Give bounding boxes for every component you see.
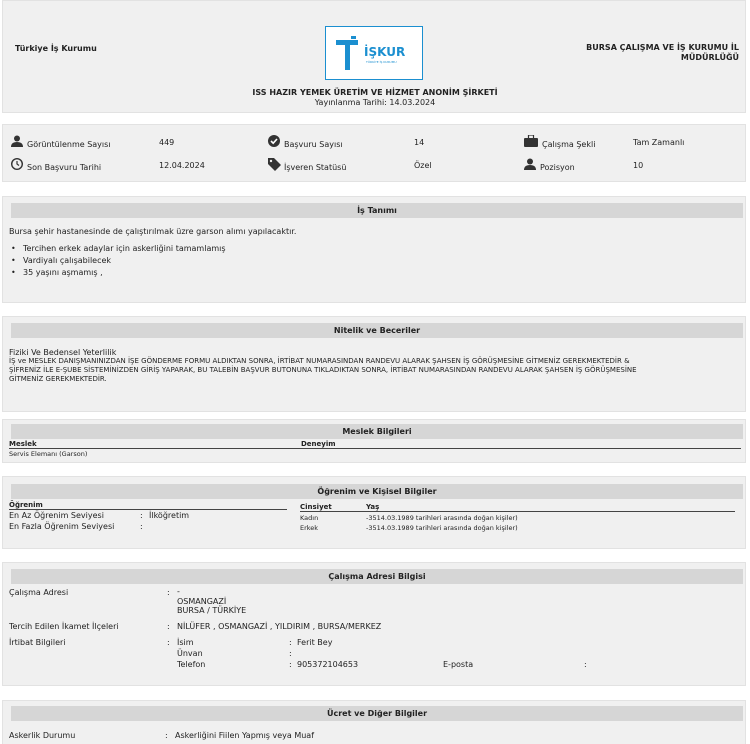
education-min-label: En Az Öğrenim Seviyesi bbox=[9, 511, 104, 520]
briefcase-icon bbox=[524, 135, 538, 147]
divider bbox=[9, 509, 287, 510]
education-min-value: İlköğretim bbox=[149, 511, 190, 520]
worktype-value: Tam Zamanlı bbox=[633, 138, 685, 147]
contact-phone-separator: : bbox=[289, 660, 292, 669]
military-label: Askerlik Durumu bbox=[9, 731, 76, 740]
views-value: 449 bbox=[159, 138, 175, 147]
work-address-line: OSMANGAZİ bbox=[177, 597, 227, 606]
tag-icon bbox=[268, 158, 281, 171]
logo-subtext: TÜRKİYE İŞ KURUMU bbox=[366, 60, 397, 64]
gender-row-female: Kadın bbox=[300, 514, 319, 522]
gender-col: Cinsiyet bbox=[300, 503, 332, 511]
apps-value: 14 bbox=[414, 138, 425, 147]
military-value: Askerliğini Fiilen Yapmış veya Muaf bbox=[175, 731, 315, 740]
logo-text: İŞKUR bbox=[364, 45, 406, 59]
age-row-male: -3514.03.1989 tarihleri arasında doğan kişiler) bbox=[366, 524, 518, 532]
employer-value: Özel bbox=[414, 161, 432, 170]
list-item: • 35 yaşını aşmamış , bbox=[11, 267, 226, 279]
contact-name-value: Ferit Bey bbox=[297, 638, 333, 647]
education-panel bbox=[2, 476, 746, 549]
pay-title: Ücret ve Diğer Bilgiler bbox=[11, 706, 743, 721]
user-icon bbox=[11, 135, 23, 147]
qualifications-line: ŞİFRENİZ İLE E-ŞUBE SİSTEMİNİZDEN GİRİŞ YAPARAK, BU TALEBİN BAŞVUR BUTONUNA TIKLADIKTAN SONRA, İRTİBAT NUMARASINDAN RANDEVU ALARAK ŞAHSEN İŞ GÖRÜŞMESİNE bbox=[9, 366, 637, 374]
job-description-panel bbox=[2, 196, 746, 303]
views-label: Görüntülenme Sayısı bbox=[27, 140, 111, 149]
user-icon bbox=[524, 158, 536, 170]
address-panel bbox=[2, 562, 746, 686]
profession-col-exp: Deneyim bbox=[301, 440, 336, 448]
employer-label: İşveren Statüsü bbox=[284, 163, 347, 172]
age-row-female: -3514.03.1989 tarihleri arasında doğan kişiler) bbox=[366, 514, 518, 522]
education-max-label: En Fazla Öğrenim Seviyesi bbox=[9, 522, 115, 531]
profession-title: Meslek Bilgileri bbox=[11, 424, 743, 439]
qualifications-line: Fiziki Ve Bedensel Yeterlilik bbox=[9, 348, 117, 357]
iskur-logo-icon bbox=[336, 36, 360, 72]
org-right-line2: MÜDÜRLÜĞÜ bbox=[680, 53, 739, 62]
job-description-text: Bursa şehir hastanesinde de çalıştırılmak üzre garson alımı yapılacaktır. bbox=[9, 227, 297, 236]
preferred-districts-separator: : bbox=[167, 622, 170, 631]
company-name: ISS HAZIR YEMEK ÜRETİM VE HİZMET ANONİM ŞİRKETİ bbox=[252, 88, 498, 97]
org-left-name: Türkiye İş Kurumu bbox=[15, 44, 97, 53]
work-address-separator: : bbox=[167, 588, 170, 597]
position-label: Pozisyon bbox=[540, 163, 575, 172]
work-address-line: BURSA / TÜRKİYE bbox=[177, 606, 247, 615]
contact-label: İrtibat Bilgileri bbox=[9, 638, 66, 647]
preferred-districts-label: Tercih Edilen İkamet İlçeleri bbox=[9, 622, 119, 631]
profession-row-job: Servis Elemanı (Garson) bbox=[9, 450, 88, 458]
qualifications-panel bbox=[2, 316, 746, 412]
list-item: • Tercihen erkek adaylar için askerliğini tamamlamış bbox=[11, 243, 226, 255]
contact-phone-label: Telefon bbox=[177, 660, 206, 669]
list-item: • Vardiyalı çalışabilecek bbox=[11, 255, 226, 267]
profession-panel bbox=[2, 419, 746, 463]
qualifications-line: GİTMENİZ GEREKMEKTEDİR. bbox=[9, 375, 107, 383]
header-panel bbox=[2, 0, 746, 113]
position-value: 10 bbox=[633, 161, 644, 170]
work-address-label: Çalışma Adresi bbox=[9, 588, 69, 597]
deadline-label: Son Başvuru Tarihi bbox=[27, 163, 102, 172]
education-header: Öğrenim bbox=[9, 501, 43, 509]
divider bbox=[9, 448, 741, 449]
education-title: Öğrenim ve Kişisel Bilgiler bbox=[11, 484, 743, 499]
qualifications-line: İŞ ve MESLEK DANIŞMANINIZDAN İŞE GÖNDERME FORMU ALDIKTAN SONRA, İRTİBAT NUMARASINDAN RANDEVU ALARAK ŞAHSEN İŞ GÖRÜŞMESİNE GİTMENİZ GEREKMEKTEDİR & bbox=[9, 357, 630, 365]
contact-email-separator: : bbox=[584, 660, 587, 669]
age-col: Yaş bbox=[366, 503, 380, 511]
logo bbox=[325, 26, 423, 80]
org-right-line1: BURSA ÇALIŞMA VE İŞ KURUMU İL bbox=[586, 43, 739, 52]
gender-row-male: Erkek bbox=[300, 524, 319, 532]
divider bbox=[300, 511, 735, 512]
clock-icon bbox=[11, 158, 23, 170]
contact-email-label: E-posta bbox=[443, 660, 474, 669]
published-date: Yayınlanma Tarihi: 14.03.2024 bbox=[314, 98, 436, 107]
contact-title-separator: : bbox=[289, 649, 292, 658]
military-separator: : bbox=[165, 731, 168, 740]
education-min-separator: : bbox=[140, 511, 143, 520]
pay-panel bbox=[2, 700, 746, 744]
contact-name-label: İsim bbox=[177, 638, 194, 647]
check-circle-icon bbox=[268, 135, 280, 147]
preferred-districts-value: NİLÜFER , OSMANGAZİ , YILDIRIM , BURSA/MERKEZ bbox=[177, 622, 382, 631]
job-description-title: İş Tanımı bbox=[11, 203, 743, 218]
contact-name-separator: : bbox=[289, 638, 292, 647]
profession-col-job: Meslek bbox=[9, 440, 37, 448]
stats-panel bbox=[2, 124, 746, 182]
job-requirements-list bbox=[11, 243, 226, 279]
contact-separator: : bbox=[167, 638, 170, 647]
qualifications-title: Nitelik ve Beceriler bbox=[11, 323, 743, 338]
contact-title-label: Ünvan bbox=[177, 649, 203, 658]
apps-label: Başvuru Sayısı bbox=[284, 140, 343, 149]
work-address-line: - bbox=[177, 587, 180, 596]
address-title: Çalışma Adresi Bilgisi bbox=[11, 569, 743, 584]
deadline-value: 12.04.2024 bbox=[159, 161, 205, 170]
education-max-separator: : bbox=[140, 522, 143, 531]
contact-phone-value: 905372104653 bbox=[297, 660, 359, 669]
worktype-label: Çalışma Şekli bbox=[542, 140, 596, 149]
